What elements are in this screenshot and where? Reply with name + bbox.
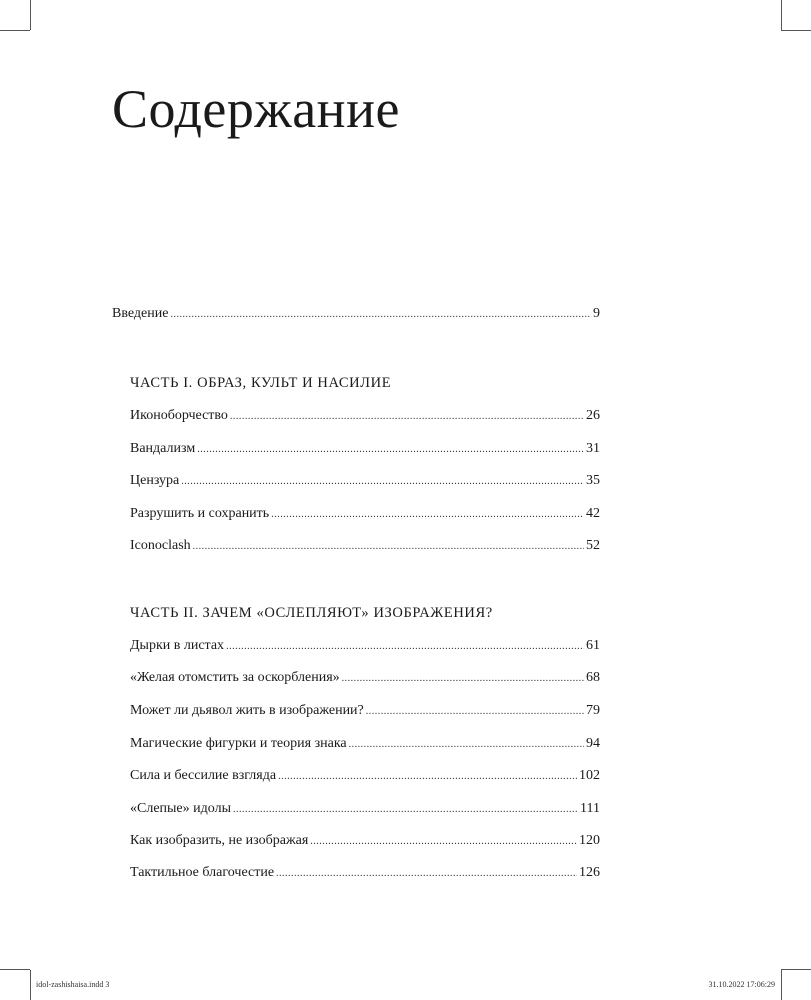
toc-entry-label: Магические фигурки и теория знака xyxy=(130,736,347,751)
part-heading: ЧАСТЬ II. ЗАЧЕМ «ОСЛЕПЛЯЮТ» ИЗОБРАЖЕНИЯ? xyxy=(130,605,493,621)
crop-mark xyxy=(781,0,782,30)
crop-mark xyxy=(781,970,782,1000)
crop-mark xyxy=(30,0,31,30)
toc-entry[interactable] xyxy=(130,639,600,655)
toc-entry[interactable] xyxy=(130,671,600,687)
toc-entry-page: 61 xyxy=(586,638,600,653)
crop-mark xyxy=(30,970,31,1000)
toc-entry-label: Введение xyxy=(112,306,169,321)
leader-dots xyxy=(310,837,577,847)
toc-entry[interactable] xyxy=(130,409,600,425)
toc-entry-label: Иконоборчество xyxy=(130,408,228,423)
toc-entry-page: 94 xyxy=(586,736,600,751)
toc-entry-page: 31 xyxy=(586,441,600,456)
toc-entry-page: 68 xyxy=(586,670,600,685)
toc-entry-label: Цензура xyxy=(130,473,180,488)
leader-dots xyxy=(271,510,584,520)
toc-entry[interactable] xyxy=(130,737,600,753)
toc-entry[interactable] xyxy=(130,507,600,523)
toc-entry-page: 102 xyxy=(579,768,600,783)
page-title: Содержание xyxy=(112,79,400,139)
crop-mark xyxy=(0,30,30,31)
part-heading: ЧАСТЬ I. ОБРАЗ, КУЛЬТ И НАСИЛИЕ xyxy=(130,375,392,391)
toc-entry-label: Как изобразить, не изображая xyxy=(130,833,309,848)
toc-entry-label: «Слепые» идолы xyxy=(130,801,231,816)
leader-dots xyxy=(226,642,584,652)
leader-dots xyxy=(230,412,584,422)
toc-entry-label: Iconoclash xyxy=(130,538,191,553)
leader-dots xyxy=(349,740,584,750)
leader-dots xyxy=(278,772,577,782)
toc-entry-page: 126 xyxy=(579,865,600,880)
toc-entry-label: Разрушить и сохранить xyxy=(130,506,270,521)
toc-entry-page: 52 xyxy=(586,538,600,553)
leader-dots xyxy=(197,445,584,455)
toc-entry[interactable] xyxy=(130,704,600,720)
toc-entry-label: Дырки в листах xyxy=(130,638,225,653)
toc-entry-page: 9 xyxy=(593,306,600,321)
toc-entry[interactable] xyxy=(130,834,600,850)
toc-entry-label: Может ли дьявол жить в изображении? xyxy=(130,703,364,718)
leader-dots xyxy=(181,477,584,487)
leader-dots xyxy=(193,542,584,552)
toc-entry-label: Сила и бессилие взгляда xyxy=(130,768,277,783)
leader-dots xyxy=(342,674,584,684)
crop-mark xyxy=(0,969,30,970)
toc-entry-label: Тактильное благочестие xyxy=(130,865,275,880)
leader-dots xyxy=(366,707,584,717)
slug-filename: idol-zashishaisa.indd 3 xyxy=(36,980,110,989)
leader-dots xyxy=(276,869,577,879)
leader-dots xyxy=(170,310,591,320)
slug-timestamp: 31.10.2022 17:06:29 xyxy=(708,980,775,989)
toc-entry[interactable] xyxy=(130,474,600,490)
toc-entry-page: 120 xyxy=(579,833,600,848)
toc-entry-page: 111 xyxy=(580,801,600,816)
toc-entry[interactable] xyxy=(130,539,600,555)
toc-entry[interactable] xyxy=(130,769,600,785)
toc-entry-label: «Желая отомстить за оскорбления» xyxy=(130,670,340,685)
toc-entry[interactable] xyxy=(130,802,600,818)
leader-dots xyxy=(233,805,578,815)
toc-entry[interactable] xyxy=(130,442,600,458)
toc-entry-page: 42 xyxy=(586,506,600,521)
toc-entry-label: Вандализм xyxy=(130,441,196,456)
toc-entry-page: 26 xyxy=(586,408,600,423)
toc-entry-page: 79 xyxy=(586,703,600,718)
toc-entry-page: 35 xyxy=(586,473,600,488)
toc-entry[interactable] xyxy=(130,866,600,882)
crop-mark xyxy=(781,30,811,31)
toc-entry-intro[interactable] xyxy=(112,307,600,323)
crop-mark xyxy=(781,969,811,970)
